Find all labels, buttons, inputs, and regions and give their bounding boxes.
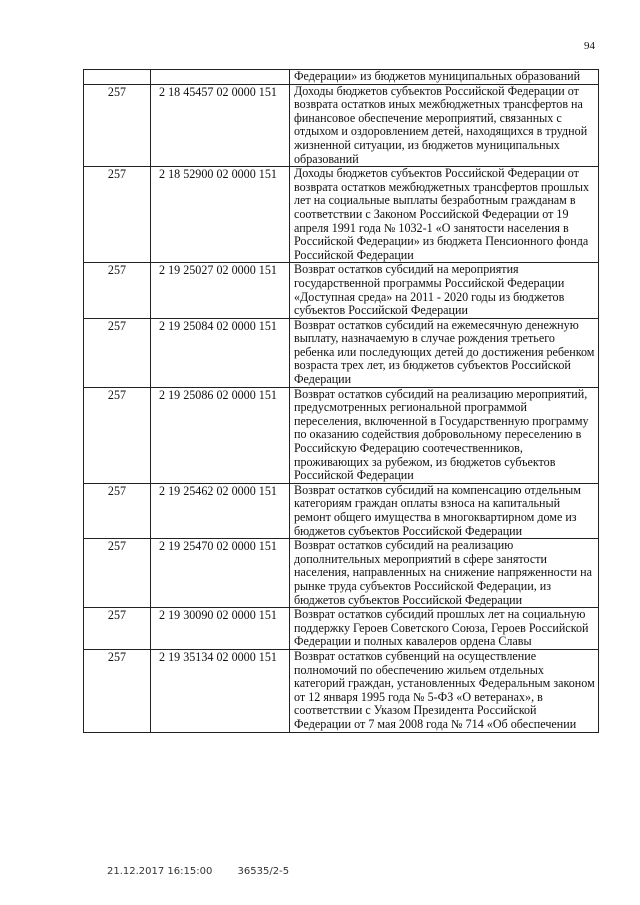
budget-classification-code-cell: 2 19 25086 02 0000 151 <box>151 387 290 483</box>
budget-classification-code-cell: 2 19 25084 02 0000 151 <box>151 318 290 387</box>
table-row <box>84 483 599 538</box>
table-row <box>84 387 599 483</box>
admin-code-cell: 257 <box>84 608 151 650</box>
budget-classification-code-cell: 2 19 25462 02 0000 151 <box>151 483 290 538</box>
income-description-cell: Возврат остатков субвенций на осуществление полномочий по обеспечению жильем отдельных категорий граждан, установленных Федеральным законом от 12 января 1995 года № 5-ФЗ «О ветеранах», в соответствии с Указом Президента Российской Федерации от 7 мая 2008 года № 714 «Об обеспечении <box>290 649 599 732</box>
budget-classification-code-cell: 2 19 25470 02 0000 151 <box>151 539 290 608</box>
income-description-cell: Возврат остатков субсидий на реализацию дополнительных мероприятий в сфере занятости населения, направленных на снижение напряженности на рынке труда субъектов Российской Федерации, из бюджетов субъектов Российской Федерации <box>290 539 599 608</box>
income-description-cell: Федерации» из бюджетов муниципальных образований <box>290 70 599 85</box>
budget-classification-code-cell: 2 18 45457 02 0000 151 <box>151 84 290 167</box>
income-description-cell: Доходы бюджетов субъектов Российской Федерации от возврата остатков иных межбюджетных трансфертов на финансовое обеспечение мероприятий, связанных с отдыхом и оздоровлением детей, находящихся в трудной жизненной ситуации, из бюджетов муниципальных образований <box>290 84 599 167</box>
budget-code-table <box>83 69 599 733</box>
admin-code-cell: 257 <box>84 649 151 732</box>
admin-code-cell: 257 <box>84 387 151 483</box>
admin-code-cell: 257 <box>84 539 151 608</box>
table-row <box>84 84 599 167</box>
admin-code-cell: 257 <box>84 483 151 538</box>
table-row <box>84 318 599 387</box>
income-description-cell: Возврат остатков субсидий на ежемесячную денежную выплату, назначаемую в случае рождения третьего ребенка или последующих детей до достижения ребенком возраста трех лет, из бюджетов субъектов Российской Федерации <box>290 318 599 387</box>
table-row <box>84 608 599 650</box>
table-row <box>84 70 599 85</box>
income-description-cell: Возврат остатков субсидий на компенсацию отдельным категориям граждан оплаты взноса на капитальный ремонт общего имущества в многоквартирном доме из бюджетов субъектов Российской Федерации <box>290 483 599 538</box>
budget-classification-code-cell <box>151 70 290 85</box>
table-row <box>84 539 599 608</box>
budget-classification-code-cell: 2 19 35134 02 0000 151 <box>151 649 290 732</box>
table-row <box>84 649 599 732</box>
footer-stamp <box>107 866 311 877</box>
print-datetime: 21.12.2017 16:15:00 <box>107 866 213 877</box>
table-row <box>84 263 599 318</box>
budget-classification-code-cell: 2 18 52900 02 0000 151 <box>151 167 290 263</box>
budget-classification-code-cell: 2 19 30090 02 0000 151 <box>151 608 290 650</box>
admin-code-cell: 257 <box>84 263 151 318</box>
admin-code-cell: 257 <box>84 318 151 387</box>
document-id: 36535/2-5 <box>237 866 290 877</box>
page-number: 94 <box>584 40 595 52</box>
table-row <box>84 167 599 263</box>
admin-code-cell: 257 <box>84 84 151 167</box>
admin-code-cell: 257 <box>84 167 151 263</box>
income-description-cell: Доходы бюджетов субъектов Российской Федерации от возврата остатков межбюджетных трансфертов прошлых лет на социальные выплаты безработным гражданам в соответствии с Законом Российской Федерации от 19 апреля 1991 года № 1032-1 «О занятости населения в Российской Федерации» из бюджета Пенсионного фонда Российской Федерации <box>290 167 599 263</box>
income-description-cell: Возврат остатков субсидий прошлых лет на социальную поддержку Героев Советского Союза, Героев Российской Федерации и полных кавалеров ордена Славы <box>290 608 599 650</box>
budget-classification-code-cell: 2 19 25027 02 0000 151 <box>151 263 290 318</box>
admin-code-cell <box>84 70 151 85</box>
income-description-cell: Возврат остатков субсидий на реализацию мероприятий, предусмотренных региональной программой переселения, включенной в Государственную программу по оказанию содействия добровольному переселению в Российскую Федерацию соотечественников, проживающих за рубежом, из бюджетов субъектов Российской Федерации <box>290 387 599 483</box>
income-description-cell: Возврат остатков субсидий на мероприятия государственной программы Российской Федерации «Доступная среда» на 2011 - 2020 годы из бюджетов субъектов Российской Федерации <box>290 263 599 318</box>
